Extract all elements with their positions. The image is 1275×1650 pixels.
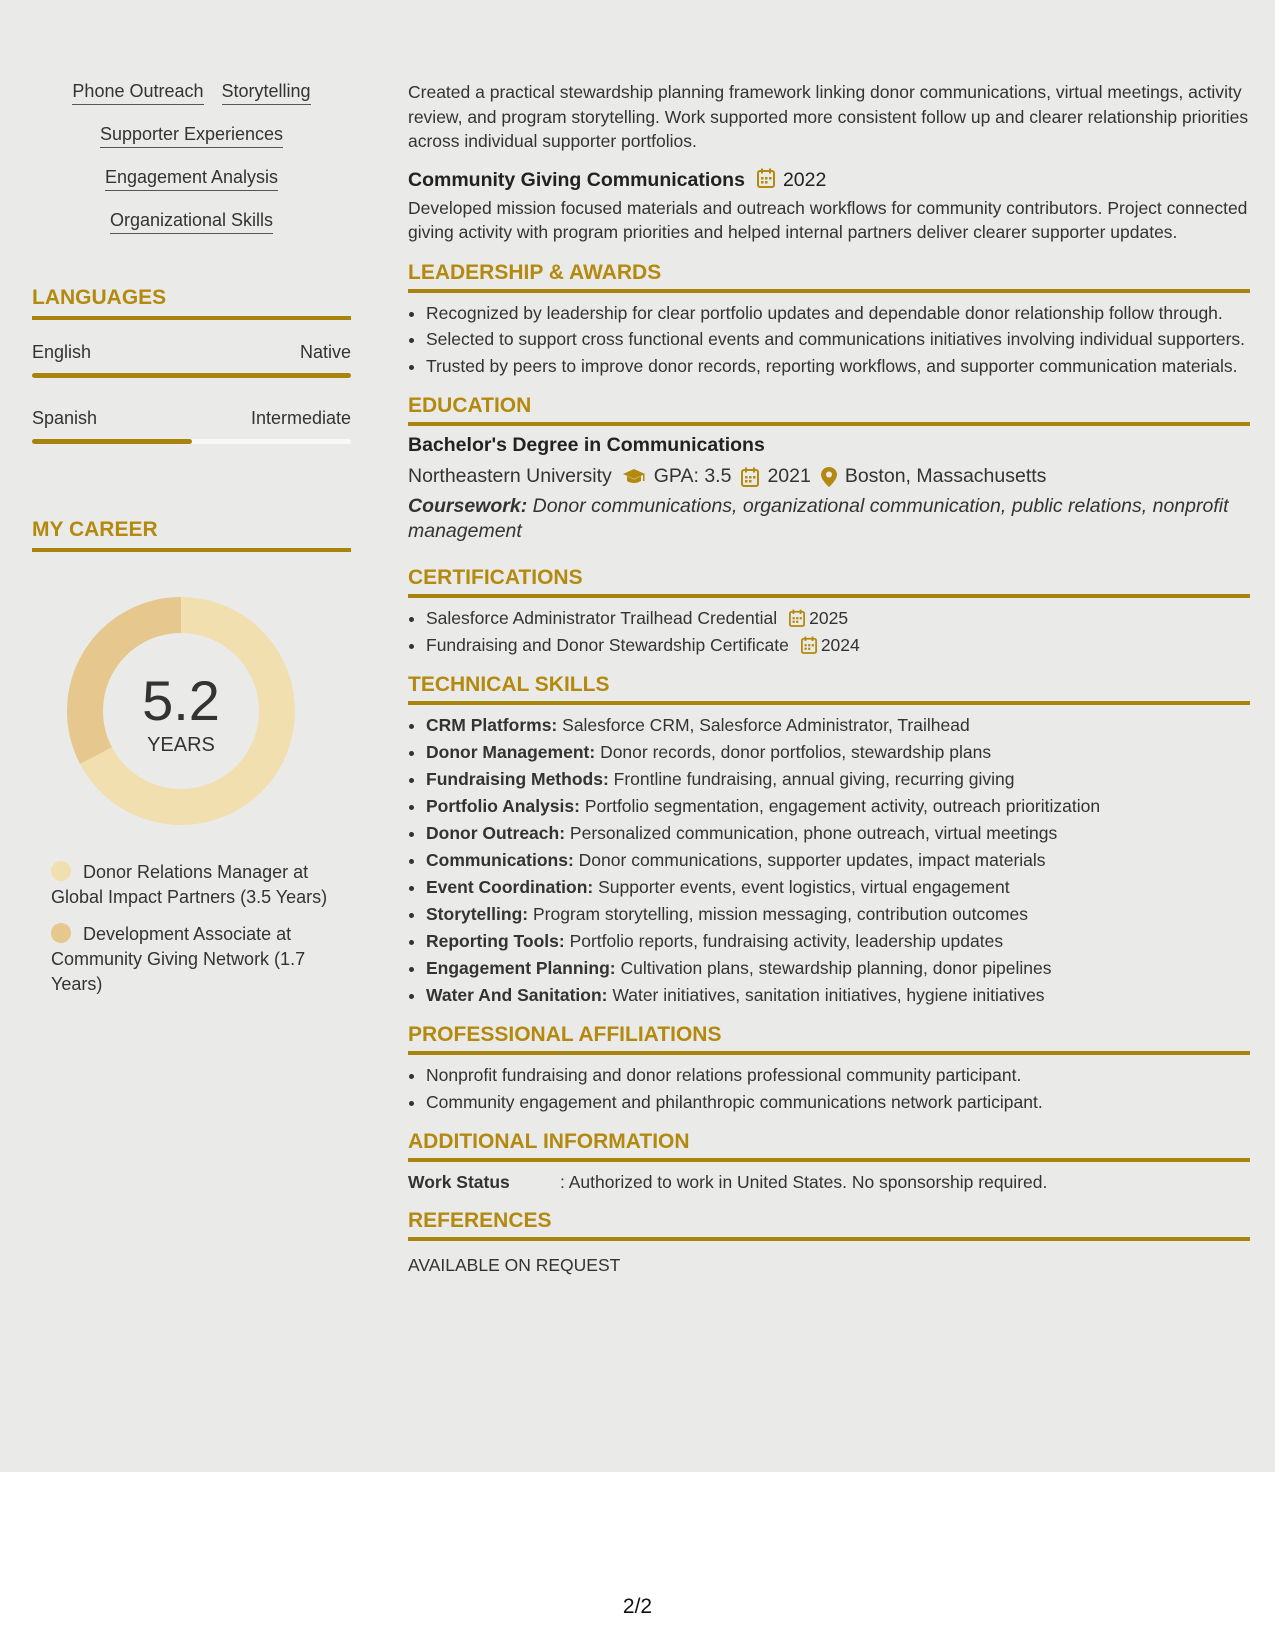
- education-coursework: [408, 494, 1250, 544]
- list-item: [426, 848, 1250, 872]
- language-item: [32, 408, 351, 444]
- language-bar-fill: [32, 439, 192, 444]
- skill-value: Donor communications, supporter updates, impact materials: [578, 850, 1046, 870]
- location-pin-icon: [821, 467, 837, 487]
- project-heading: [408, 168, 1250, 194]
- career-donut: [66, 596, 296, 826]
- skill-value: Salesforce CRM, Salesforce Administrator, Trailhead: [562, 715, 970, 735]
- page-number: 2/2: [622, 1595, 653, 1618]
- coursework-text: Donor communications, organizational communication, public relations, nonprofit management: [408, 495, 1229, 542]
- language-name: Spanish: [32, 408, 98, 428]
- career-section: [32, 518, 351, 997]
- skill-value: Portfolio reports, fundraising activity, leadership updates: [569, 931, 1004, 951]
- calendar-icon: [757, 168, 775, 194]
- graduation-cap-icon: [622, 468, 646, 486]
- language-item: [32, 342, 351, 378]
- language-bar: [32, 439, 351, 444]
- language-level: Native: [299, 342, 351, 362]
- project-description: Created a practical stewardship planning framework linking donor communications, virtual meetings, activity review, and program storytelling. Work supported more consistent follow up and clearer relationship priorities across individual supporter portfolios.: [408, 82, 1249, 151]
- affiliations-heading: PROFESSIONAL AFFILIATIONS: [408, 1023, 1250, 1055]
- skill-value: Water initiatives, sanitation initiatives, hygiene initiatives: [612, 985, 1045, 1005]
- list-item: • Community engagement and philanthropic communications network participant.: [426, 1090, 1250, 1115]
- project-year: 2022: [782, 169, 827, 191]
- skills-list: [32, 80, 351, 234]
- references-heading: REFERENCES: [408, 1209, 1250, 1241]
- education-year: 2021: [767, 465, 811, 487]
- list-item: [426, 767, 1250, 791]
- calendar-icon: [801, 636, 817, 654]
- skill-chip: Engagement Analysis: [105, 166, 278, 191]
- list-item: • Trusted by peers to improve donor records, reporting workflows, and supporter communication materials.: [426, 354, 1250, 379]
- career-legend-text: Development Associate at Community Giving Network (1.7 Years): [51, 924, 306, 994]
- technical-skills-list: [408, 713, 1250, 1007]
- project-title: Community Giving Communications: [408, 169, 745, 191]
- technical-skills-heading: TECHNICAL SKILLS: [408, 673, 1250, 705]
- sidebar: [32, 80, 351, 1009]
- skill-chip: Storytelling: [222, 80, 311, 105]
- project-description: Developed mission focused materials and outreach workflows for community contributors. Project connected giving activity with program priorities and helped internal partners deliver clearer supporter updates.: [408, 197, 1248, 242]
- career-legend-item: [51, 922, 331, 997]
- skill-label: Event Coordination:: [426, 877, 594, 897]
- skill-label: Water And Sanitation:: [426, 985, 608, 1005]
- list-item: [426, 740, 1250, 764]
- coursework-label: Coursework:: [408, 495, 528, 517]
- list-item: • Recognized by leadership for clear portfolio updates and dependable donor relationship follow through.: [426, 301, 1250, 326]
- skill-chip: Organizational Skills: [110, 209, 273, 234]
- language-name: English: [32, 342, 92, 362]
- career-legend: [32, 860, 351, 997]
- skill-label: CRM Platforms:: [426, 715, 558, 735]
- career-legend-item: [51, 860, 331, 910]
- education-school: Northeastern University: [408, 465, 612, 487]
- skill-chip: Phone Outreach: [72, 80, 203, 105]
- skill-label: Reporting Tools:: [426, 931, 565, 951]
- certification-year: 2024: [820, 634, 860, 655]
- list-item: [426, 956, 1250, 980]
- skill-label: Portfolio Analysis:: [426, 796, 580, 816]
- education-details: [408, 465, 1250, 488]
- main-column: [408, 80, 1250, 1276]
- certifications-heading: CERTIFICATIONS: [408, 566, 1250, 598]
- work-status-row: [408, 1172, 1250, 1193]
- career-legend-dot: [51, 861, 71, 881]
- language-bar: [32, 373, 351, 378]
- calendar-icon: [741, 467, 759, 487]
- list-item: • Nonprofit fundraising and donor relations professional community participant.: [426, 1063, 1250, 1088]
- skill-value: Donor records, donor portfolios, stewardship plans: [600, 742, 992, 762]
- leadership-heading: LEADERSHIP & AWARDS: [408, 261, 1250, 293]
- list-item: [426, 821, 1250, 845]
- career-legend-dot: [51, 923, 71, 943]
- list-item: [426, 713, 1250, 737]
- education-degree: Bachelor's Degree in Communications: [408, 434, 765, 456]
- certification-year: 2025: [809, 608, 849, 628]
- skill-label: Donor Management:: [426, 742, 596, 762]
- skill-label: Fundraising Methods:: [426, 769, 609, 789]
- language-level: Intermediate: [250, 408, 351, 428]
- list-item: [426, 902, 1250, 926]
- leadership-list: [408, 301, 1250, 379]
- list-item: [426, 633, 1250, 658]
- career-legend-text: Donor Relations Manager at Global Impact Partners (3.5 Years): [51, 862, 328, 907]
- education-location: Boston, Massachusetts: [844, 465, 1047, 487]
- work-status-value: : Authorized to work in United States. No sponsorship required.: [560, 1172, 1048, 1192]
- certifications-list: [408, 606, 1250, 657]
- list-item: [426, 875, 1250, 899]
- references-text: AVAILABLE ON REQUEST: [408, 1255, 621, 1275]
- list-item: [426, 983, 1250, 1007]
- languages-section: [32, 286, 351, 444]
- certification-name: • Salesforce Administrator Trailhead Credential: [426, 608, 778, 628]
- certification-name: • Fundraising and Donor Stewardship Certificate: [426, 634, 789, 655]
- affiliations-list: [408, 1063, 1250, 1114]
- skill-label: Donor Outreach:: [426, 823, 566, 843]
- list-item: • Selected to support cross functional events and communications initiatives involving individual supporters.: [426, 327, 1250, 352]
- skill-label: Storytelling:: [426, 904, 529, 924]
- skill-value: Supporter events, event logistics, virtual engagement: [598, 877, 1010, 897]
- skill-chip: Supporter Experiences: [100, 123, 283, 148]
- skill-value: Personalized communication, phone outreach, virtual meetings: [569, 823, 1058, 843]
- career-total-years: 5.2: [142, 669, 220, 732]
- education-heading: EDUCATION: [408, 394, 1250, 426]
- languages-heading: LANGUAGES: [32, 286, 351, 320]
- education-gpa: GPA: 3.5: [653, 465, 732, 487]
- skill-value: Cultivation plans, stewardship planning, donor pipelines: [620, 958, 1052, 978]
- skill-value: Portfolio segmentation, engagement activity, outreach prioritization: [584, 796, 1101, 816]
- list-item: [426, 794, 1250, 818]
- career-total-unit: YEARS: [147, 734, 215, 756]
- list-item: [426, 929, 1250, 953]
- language-bar-fill: [32, 373, 351, 378]
- additional-info-heading: ADDITIONAL INFORMATION: [408, 1130, 1250, 1162]
- work-status-label: Work Status: [408, 1172, 510, 1192]
- skill-label: Engagement Planning:: [426, 958, 616, 978]
- calendar-icon: [789, 609, 805, 627]
- list-item: [426, 606, 1250, 631]
- skill-value: Frontline fundraising, annual giving, recurring giving: [613, 769, 1015, 789]
- skill-label: Communications:: [426, 850, 574, 870]
- career-heading: MY CAREER: [32, 518, 351, 552]
- skill-value: Program storytelling, mission messaging, contribution outcomes: [532, 904, 1029, 924]
